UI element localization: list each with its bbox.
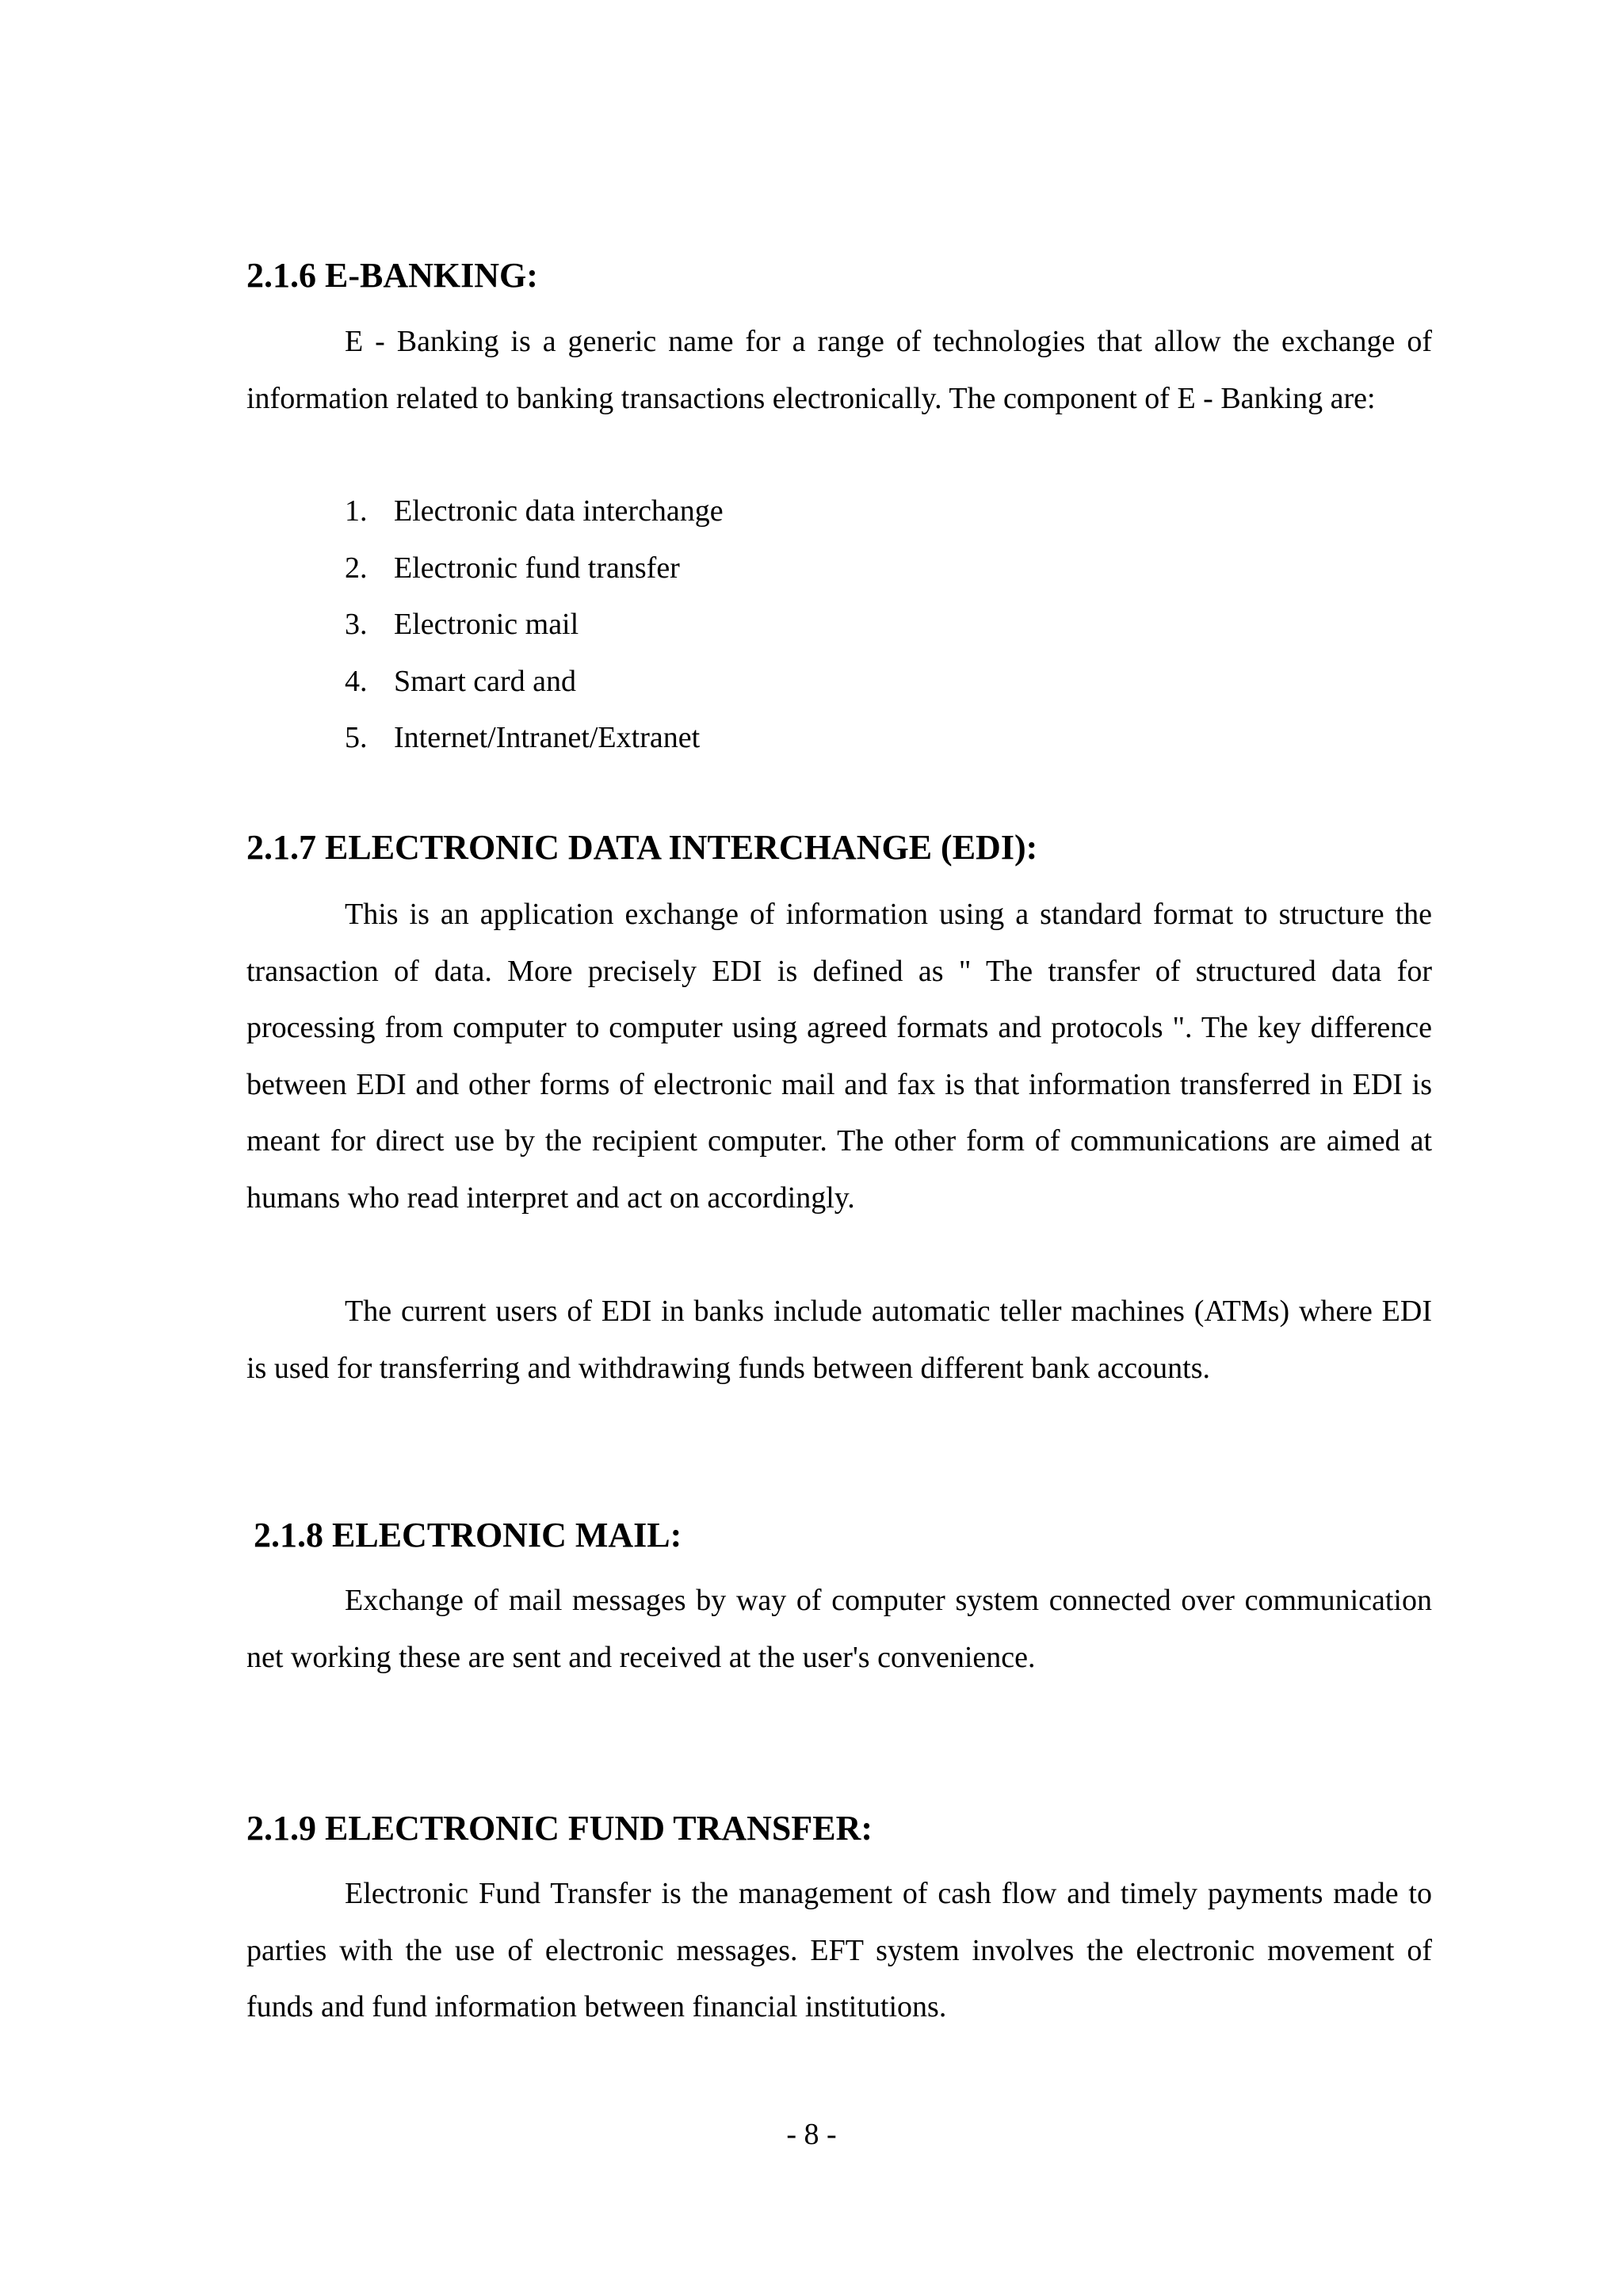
list-item-text: Electronic mail — [394, 608, 579, 641]
paragraph-electronic-mail: Exchange of mail messages by way of computer system connected over communication net working these are sent and received at the user's convenience. — [246, 1584, 1432, 1674]
paragraph-e-banking: E - Banking is a generic name for a range of technologies that allow the exchange of information related to banking transactions electronically. The component of E - Banking are: — [246, 325, 1432, 415]
paragraph-fund-transfer: Electronic Fund Transfer is the management of cash flow and timely payments made to parties with the use of electronic messages. EFT system involves the electronic movement of funds and fund information between financial institutions. — [246, 1877, 1432, 2023]
list-item — [345, 710, 724, 767]
section-heading-e-banking: 2.1.6 E-BANKING: — [246, 256, 538, 295]
list-item-text: Smart card and — [394, 664, 577, 698]
list-item-number: 5. — [345, 721, 368, 754]
e-banking-components-list — [345, 483, 724, 767]
list-item-number: 2. — [345, 551, 368, 585]
list-item — [345, 540, 724, 597]
list-item-number: 4. — [345, 664, 368, 698]
list-item-number: 1. — [345, 494, 368, 528]
list-item — [345, 654, 724, 711]
list-item — [345, 597, 724, 654]
page-number: - 8 - — [786, 2118, 837, 2151]
list-item-text: Internet/Intranet/Extranet — [394, 721, 701, 754]
list-item — [345, 483, 724, 540]
paragraph-edi-users: The current users of EDI in banks include automatic teller machines (ATMs) where EDI is used for transferring and withdrawing funds between different bank accounts. — [246, 1295, 1432, 1385]
list-item-number: 3. — [345, 608, 368, 641]
paragraph-edi-definition: This is an application exchange of information using a standard format to structure the transaction of data. More precisely EDI is defined as " The transfer of structured data for processing from computer to computer using agreed formats and protocols ". The key difference between EDI and other forms of electronic mail and fax is that information transferred in EDI is meant for direct use by the recipient computer. The other form of communications are aimed at humans who read interpret and act on accordingly. — [246, 898, 1432, 1215]
list-item-text: Electronic fund transfer — [394, 551, 680, 585]
list-item-text: Electronic data interchange — [394, 494, 724, 528]
section-heading-electronic-mail: 2.1.8 ELECTRONIC MAIL: — [254, 1516, 682, 1554]
section-heading-edi: 2.1.7 ELECTRONIC DATA INTERCHANGE (EDI): — [246, 828, 1038, 867]
section-heading-fund-transfer: 2.1.9 ELECTRONIC FUND TRANSFER: — [246, 1809, 873, 1848]
